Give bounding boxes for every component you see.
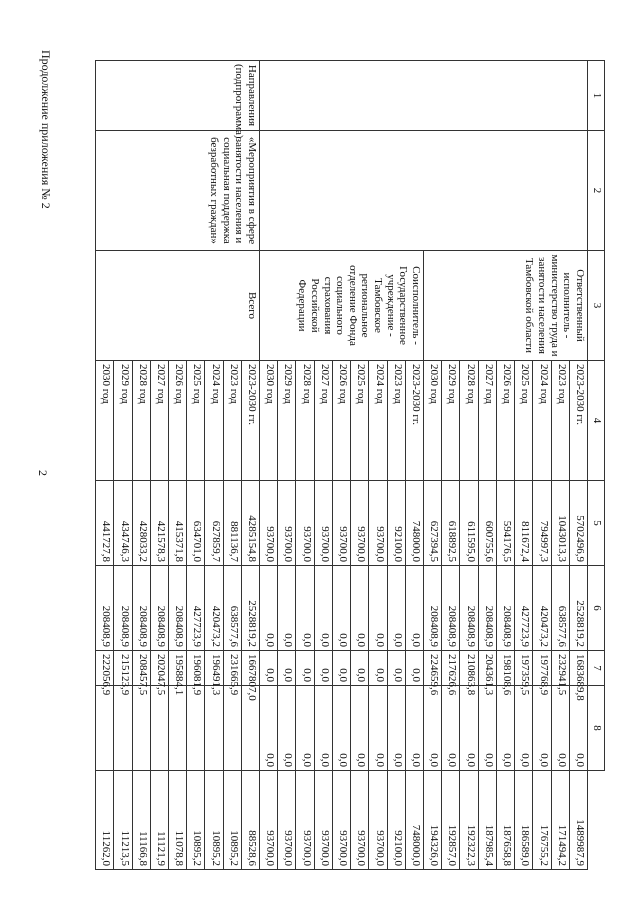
other-cell: 93700,0	[296, 771, 314, 870]
total-cell: 600755,6	[478, 481, 496, 566]
local-cell	[132, 686, 150, 771]
total-cell: 4285154,8	[241, 481, 259, 566]
federal-cell: 420473,2	[533, 566, 551, 651]
period-cell: 2025 год	[187, 361, 205, 481]
federal-cell: 0,0	[387, 566, 405, 651]
local-cell	[114, 686, 132, 771]
local-cell: 0,0	[460, 686, 478, 771]
other-cell: 10895,2	[205, 771, 223, 870]
federal-cell: 2528819,2	[241, 566, 259, 651]
regional-cell: 0,0	[405, 651, 423, 686]
total-cell: 594176,5	[496, 481, 514, 566]
regional-cell: 0,0	[332, 651, 350, 686]
other-cell: 171494,2	[551, 771, 569, 870]
total-cell: 93700,0	[332, 481, 350, 566]
regional-cell: 222056,9	[96, 651, 114, 686]
local-cell: 0,0	[351, 686, 369, 771]
other-cell: 88528,6	[241, 771, 259, 870]
federal-cell: 420473,2	[205, 566, 223, 651]
total-cell: 794997,3	[533, 481, 551, 566]
local-cell: 0,0	[551, 686, 569, 771]
federal-cell: 638577,6	[223, 566, 241, 651]
col-header-8: 8	[588, 686, 605, 771]
total-cell: 618892,5	[442, 481, 460, 566]
other-cell: 194326,0	[424, 771, 442, 870]
total-cell: 415371,8	[168, 481, 186, 566]
col-header-2: 2	[588, 131, 605, 251]
local-cell	[150, 686, 168, 771]
period-cell: 2023-2030 гг.	[569, 361, 587, 481]
direction-label: Направления (подпрограмма)	[96, 61, 260, 131]
local-cell: 0,0	[332, 686, 350, 771]
regional-cell: 232941,5	[551, 651, 569, 686]
period-cell: 2029 год	[442, 361, 460, 481]
regional-cell: 208457,5	[132, 651, 150, 686]
period-cell: 2028 год	[460, 361, 478, 481]
regional-cell: 0,0	[278, 651, 296, 686]
local-cell	[96, 686, 114, 771]
total-cell: 634701,0	[187, 481, 205, 566]
other-cell: 11166,8	[132, 771, 150, 870]
period-cell: 2029 год	[114, 361, 132, 481]
federal-cell: 427723,9	[515, 566, 533, 651]
period-cell: 2030 год	[260, 361, 278, 481]
header-note: Продолжение приложения № 2	[39, 50, 53, 209]
federal-cell: 208408,9	[132, 566, 150, 651]
period-cell: 2023 год	[223, 361, 241, 481]
period-cell: 2028 год	[296, 361, 314, 481]
period-cell: 2027 год	[150, 361, 168, 481]
regional-cell: 231665,9	[223, 651, 241, 686]
other-cell: 11213,5	[114, 771, 132, 870]
period-cell: 2024 год	[369, 361, 387, 481]
federal-cell: 208408,9	[478, 566, 496, 651]
local-cell: 0,0	[314, 686, 332, 771]
federal-cell: 208408,9	[496, 566, 514, 651]
local-cell: 0,0	[405, 686, 423, 771]
local-cell: 0,0	[478, 686, 496, 771]
regional-cell: 202047,5	[150, 651, 168, 686]
total-cell: 428033,2	[132, 481, 150, 566]
federal-cell: 638577,6	[551, 566, 569, 651]
period-cell: 2030 год	[96, 361, 114, 481]
regional-cell: 0,0	[314, 651, 332, 686]
regional-cell: 196491,3	[205, 651, 223, 686]
period-cell: 2027 год	[478, 361, 496, 481]
col-header-4: 4	[588, 361, 605, 481]
total-cell: 93700,0	[260, 481, 278, 566]
regional-cell: 0,0	[351, 651, 369, 686]
local-cell: 0,0	[533, 686, 551, 771]
total-cell: 441727,8	[96, 481, 114, 566]
federal-cell: 208408,9	[114, 566, 132, 651]
total-cell: 627394,5	[424, 481, 442, 566]
regional-cell: 197768,9	[533, 651, 551, 686]
total-cell: 421578,3	[150, 481, 168, 566]
federal-cell: 208408,9	[168, 566, 186, 651]
other-cell: 176755,2	[533, 771, 551, 870]
total-cell: 93700,0	[314, 481, 332, 566]
total-cell: 93700,0	[369, 481, 387, 566]
total-cell: 1043013,3	[551, 481, 569, 566]
local-cell: 0,0	[442, 686, 460, 771]
regional-cell: 1683689,8	[569, 651, 587, 686]
local-cell	[168, 686, 186, 771]
local-cell: 0,0	[278, 686, 296, 771]
total-cell: 627859,7	[205, 481, 223, 566]
federal-cell: 0,0	[278, 566, 296, 651]
federal-cell: 0,0	[351, 566, 369, 651]
executor-cell: Ответственный исполнитель - министерство труда и занятости населения Тамбовской области	[424, 251, 588, 361]
local-cell: 0,0	[496, 686, 514, 771]
table-row	[569, 61, 587, 870]
federal-cell: 208408,9	[424, 566, 442, 651]
total-cell: 92100,0	[387, 481, 405, 566]
regional-cell: 0,0	[387, 651, 405, 686]
other-cell: 11078,8	[168, 771, 186, 870]
total-cell: 93700,0	[351, 481, 369, 566]
regional-cell: 198108,6	[496, 651, 514, 686]
total-cell: 93700,0	[278, 481, 296, 566]
regional-cell: 197359,5	[515, 651, 533, 686]
other-cell: 93700,0	[351, 771, 369, 870]
other-cell: 93700,0	[332, 771, 350, 870]
col-header-6: 6	[588, 566, 605, 651]
total-cell: 434746,3	[114, 481, 132, 566]
other-cell: 187985,4	[478, 771, 496, 870]
other-cell: 192322,3	[460, 771, 478, 870]
federal-cell: 0,0	[314, 566, 332, 651]
other-cell: 186589,0	[515, 771, 533, 870]
federal-cell: 208408,9	[96, 566, 114, 651]
other-cell: 1489987,9	[569, 771, 587, 870]
period-cell: 2024 год	[205, 361, 223, 481]
col-header-5: 5	[588, 481, 605, 566]
other-cell: 192857,0	[442, 771, 460, 870]
local-cell: 0,0	[424, 686, 442, 771]
local-cell: 0,0	[369, 686, 387, 771]
local-cell: 0,0	[387, 686, 405, 771]
other-cell: 10895,2	[223, 771, 241, 870]
other-cell: 748000,0	[405, 771, 423, 870]
local-cell	[223, 686, 241, 771]
federal-cell: 0,0	[369, 566, 387, 651]
regional-cell: 195884,1	[168, 651, 186, 686]
regional-cell: 224659,6	[424, 651, 442, 686]
federal-cell: 2528819,2	[569, 566, 587, 651]
col-header-3: 3	[588, 251, 605, 361]
federal-cell: 208408,9	[442, 566, 460, 651]
regional-cell: 217626,6	[442, 651, 460, 686]
federal-cell: 208408,9	[150, 566, 168, 651]
period-cell: 2029 год	[278, 361, 296, 481]
program-label: «Мероприятия в сфере занятости населения и социальная поддержка безработных граждан»	[96, 131, 260, 251]
other-cell: 93700,0	[314, 771, 332, 870]
budget-table	[95, 60, 605, 870]
local-cell: 0,0	[296, 686, 314, 771]
federal-cell: 0,0	[405, 566, 423, 651]
local-cell: 0,0	[515, 686, 533, 771]
period-cell: 2023-2030 гг.	[405, 361, 423, 481]
direction-cell-empty	[260, 61, 588, 131]
program-cell-empty	[260, 131, 588, 251]
period-cell: 2023 год	[387, 361, 405, 481]
federal-cell: 0,0	[296, 566, 314, 651]
federal-cell: 0,0	[260, 566, 278, 651]
regional-cell: 0,0	[296, 651, 314, 686]
federal-cell: 427723,9	[187, 566, 205, 651]
period-cell: 2025 год	[515, 361, 533, 481]
table-row	[241, 61, 259, 870]
local-cell: 0,0	[569, 686, 587, 771]
regional-cell: 0,0	[369, 651, 387, 686]
other-cell: 93700,0	[278, 771, 296, 870]
budget-table-container	[95, 60, 605, 870]
regional-cell: 0,0	[260, 651, 278, 686]
period-cell: 2025 год	[351, 361, 369, 481]
total-cell: 611595,0	[460, 481, 478, 566]
regional-cell: 196081,9	[187, 651, 205, 686]
total-cell: 748000,0	[405, 481, 423, 566]
other-cell: 187658,8	[496, 771, 514, 870]
local-cell: 0,0	[260, 686, 278, 771]
other-cell: 11262,0	[96, 771, 114, 870]
period-cell: 2027 год	[314, 361, 332, 481]
period-cell: 2024 год	[533, 361, 551, 481]
executor-cell: Соисполнитель - Государственное учреждение - Тамбовское региональное отделение Фонда социального страхования Российской Федерации	[260, 251, 424, 361]
federal-cell: 208408,9	[460, 566, 478, 651]
other-cell: 92100,0	[387, 771, 405, 870]
period-cell: 2028 год	[132, 361, 150, 481]
regional-cell: 1667807,0	[241, 651, 259, 686]
regional-cell: 204361,3	[478, 651, 496, 686]
column-number-row	[588, 61, 605, 870]
other-cell: 11121,9	[150, 771, 168, 870]
period-cell: 2023 год	[551, 361, 569, 481]
period-cell: 2030 год	[424, 361, 442, 481]
other-cell: 93700,0	[369, 771, 387, 870]
total-cell: 811672,4	[515, 481, 533, 566]
period-cell: 2026 год	[332, 361, 350, 481]
total-cell: 5702496,9	[569, 481, 587, 566]
regional-cell: 215123,9	[114, 651, 132, 686]
table-body	[96, 61, 588, 870]
executor-cell: Всего	[96, 251, 260, 361]
total-cell: 881136,7	[223, 481, 241, 566]
other-cell: 93700,0	[260, 771, 278, 870]
page-number: 2	[36, 470, 50, 476]
other-cell: 10895,2	[187, 771, 205, 870]
local-cell	[205, 686, 223, 771]
total-cell: 93700,0	[296, 481, 314, 566]
local-cell	[187, 686, 205, 771]
col-header-7: 7	[588, 651, 605, 686]
regional-cell: 210863,8	[460, 651, 478, 686]
federal-cell: 0,0	[332, 566, 350, 651]
period-cell: 2023-2030 гг.	[241, 361, 259, 481]
period-cell: 2026 год	[496, 361, 514, 481]
col-header-1: 1	[588, 61, 605, 131]
period-cell: 2026 год	[168, 361, 186, 481]
